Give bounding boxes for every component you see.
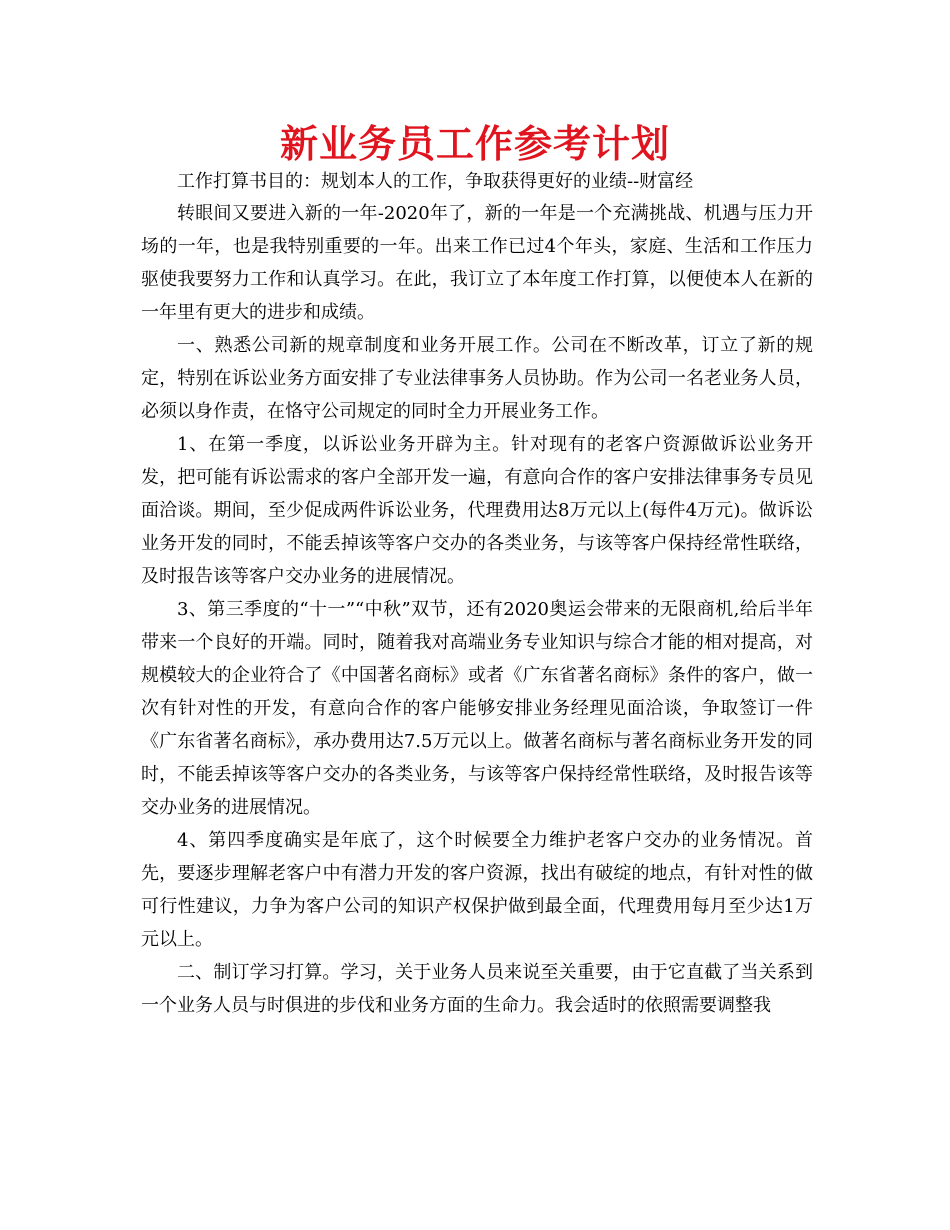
- section-one-paragraph: 一、熟悉公司新的规章制度和业务开展工作。公司在不断改革，订立了新的规定，特别在诉讼业务方面安排了专业法律事务人员协助。作为公司一名老业务人员，必须以身作责，在恪守公司规定的同时全力开展业务工作。: [141, 335, 813, 422]
- document-body: [141, 167, 813, 1022]
- section-two-paragraph: 二、制订学习打算。学习，关于业务人员来说至关重要，由于它直截了当关系到一个业务人员与时俱进的步伐和业务方面的生命力。我会适时的依照需要调整我: [141, 962, 813, 1016]
- fourth-quarter-paragraph: 4、第四季度确实是年底了，这个时候要全力维护老客户交办的业务情况。首先，要逐步理解老客户中有潜力开发的客户资源，找出有破绽的地点，有针对性的做可行性建议，力争为客户公司的知识产权保护做到最全面，代理费用每月至少达1万元以上。: [141, 830, 813, 950]
- document-title: 新业务员工作参考计划: [279, 122, 670, 166]
- purpose-paragraph: 工作打算书目的：规划本人的工作，争取获得更好的业绩--财富经: [177, 171, 694, 192]
- third-quarter-paragraph: 3、第三季度的“十一”“中秋”双节，还有2020奥运会带来的无限商机,给后半年带来一个良好的开端。同时，随着我对高端业务专业知识与综合才能的相对提高，对规模较大的企业符合了《中国著名商标》或者《广东省著名商标》条件的客户，做一次有针对性的开发，有意向合作的客户能够安排业务经理见面洽谈，争取签订一件《广东省著名商标》，承办费用达7.5万元以上。做著名商标与著名商标业务开发的同时，不能丢掉该等客户交办的各类业务，与该等客户保持经常性联络，及时报告该等交办业务的进展情况。: [141, 599, 813, 818]
- intro-paragraph: 转眼间又要进入新的一年-2020年了，新的一年是一个充满挑战、机遇与压力开场的一年，也是我特别重要的一年。出来工作已过4个年头，家庭、生活和工作压力驱使我要努力工作和认真学习。在此，我订立了本年度工作打算，以便使本人在新的一年里有更大的进步和成绩。: [141, 203, 813, 323]
- first-quarter-paragraph: 1、在第一季度，以诉讼业务开辟为主。针对现有的老客户资源做诉讼业务开发，把可能有诉讼需求的客户全部开发一遍，有意向合作的客户安排法律事务专员见面洽谈。期间，至少促成两件诉讼业务，代理费用达8万元以上(每件4万元)。做诉讼业务开发的同时，不能丢掉该等客户交办的各类业务，与该等客户保持经常性联络，及时报告该等客户交办业务的进展情况。: [141, 434, 813, 587]
